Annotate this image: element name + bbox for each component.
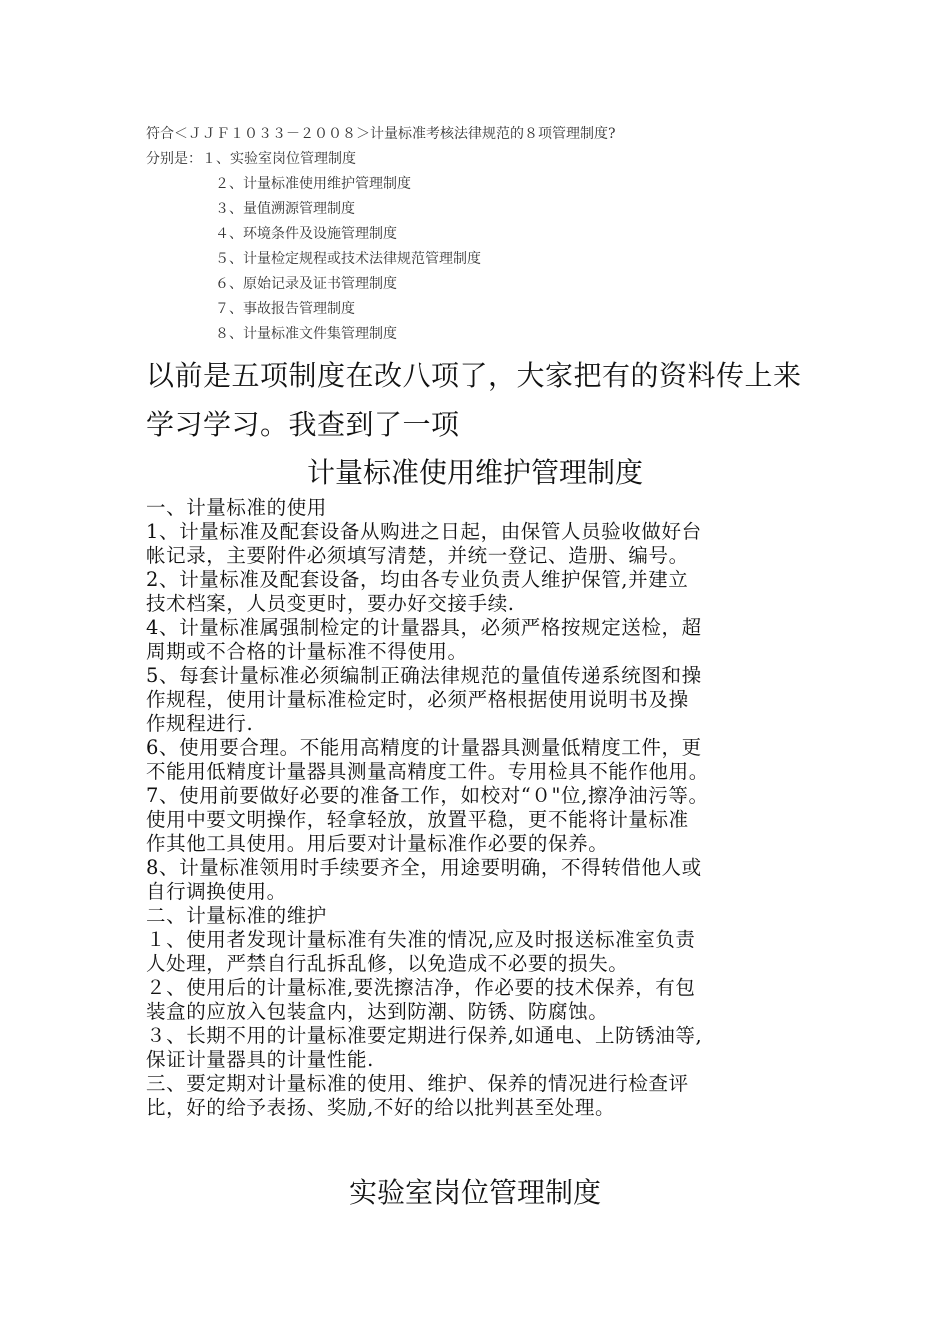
section-title-maintenance: 计量标准使用维护管理制度 [306,456,643,489]
body-line: 帐记录，主要附件必须填写清楚，并统一登记、造册、编号。 [146,544,689,567]
body-line: 二、计量标准的维护 [146,904,327,927]
body-line: 作规程，使用计量标准检定时，必须严格根据使用说明书及操 [146,688,689,711]
section-title-lab-post: 实验室岗位管理制度 [348,1176,601,1209]
body-line: 不能用低精度计量器具测量高精度工件。专用检具不能作他用。 [146,760,709,783]
intro-item-6: ６、原始记录及证书管理制度 [215,276,397,292]
body-line: 1、计量标准及配套设备从购进之日起，由保管人员验收做好台 [146,520,702,543]
body-line: 作规程进行. [146,712,254,735]
body-line: 一、计量标准的使用 [146,496,327,519]
note-line-2: 学习学习。我查到了一项 [146,408,460,441]
body-line: 比，好的给予表扬、奖励,不好的给以批判甚至处理。 [146,1096,616,1119]
body-line: 技术档案，人员变更时，要办好交接手续. [146,592,515,615]
body-line: 作其他工具使用。用后要对计量标准作必要的保养。 [146,832,609,855]
body-line: 周期或不合格的计量标准不得使用。 [146,640,468,663]
intro-item-4: ４、环境条件及设施管理制度 [215,226,397,242]
intro-item-5: ５、计量检定规程或技术法律规范管理制度 [215,251,481,267]
body-line: 4、计量标准属强制检定的计量器具，必须严格按规定送检，超 [146,616,702,639]
body-line: 人处理，严禁自行乱拆乱修，以免造成不必要的损失。 [146,952,629,975]
body-line: １、使用者发现计量标准有失准的情况,应及时报送标准室负责 [146,928,696,951]
body-line: 7、使用前要做好必要的准备工作，如校对“０"位,擦净油污等。 [146,784,709,807]
intro-item-1: 分别是：１、实验室岗位管理制度 [146,151,356,167]
intro-heading: 符合＜ＪＪＦ１０３３－２００８＞计量标准考核法律规范的８项管理制度? [146,126,616,142]
body-line: 2、计量标准及配套设备，均由各专业负责人维护保管,并建立 [146,568,689,591]
body-line: 三、要定期对计量标准的使用、维护、保养的情况进行检查评 [146,1072,689,1095]
body-line: 保证计量器具的计量性能. [146,1048,374,1071]
body-line: 8、计量标准领用时手续要齐全，用途要明确，不得转借他人或 [146,856,702,879]
body-line: ２、使用后的计量标准,要洗擦洁净，作必要的技术保养，有包 [146,976,696,999]
body-line: 使用中要文明操作，轻拿轻放，放置平稳，更不能将计量标准 [146,808,689,831]
body-line: ３、长期不用的计量标准要定期进行保养,如通电、上防锈油等, [146,1024,703,1047]
intro-item-3: ３、量值溯源管理制度 [215,201,355,217]
body-line: 装盒的应放入包装盒内，达到防潮、防锈、防腐蚀。 [146,1000,609,1023]
body-line: 6、使用要合理。不能用高精度的计量器具测量低精度工件，更 [146,736,702,759]
body-line: 5、每套计量标准必须编制正确法律规范的量值传递系统图和操 [146,664,702,687]
section-body-maintenance [146,496,816,1120]
intro-item-7: ７、事故报告管理制度 [215,301,355,317]
body-line: 自行调换使用。 [146,880,287,903]
intro-item-2: ２、计量标准使用维护管理制度 [215,176,411,192]
intro-item-8: ８、计量标准文件集管理制度 [215,326,397,342]
note-line-1: 以前是五项制度在改八项了，大家把有的资料传上来 [146,359,802,392]
